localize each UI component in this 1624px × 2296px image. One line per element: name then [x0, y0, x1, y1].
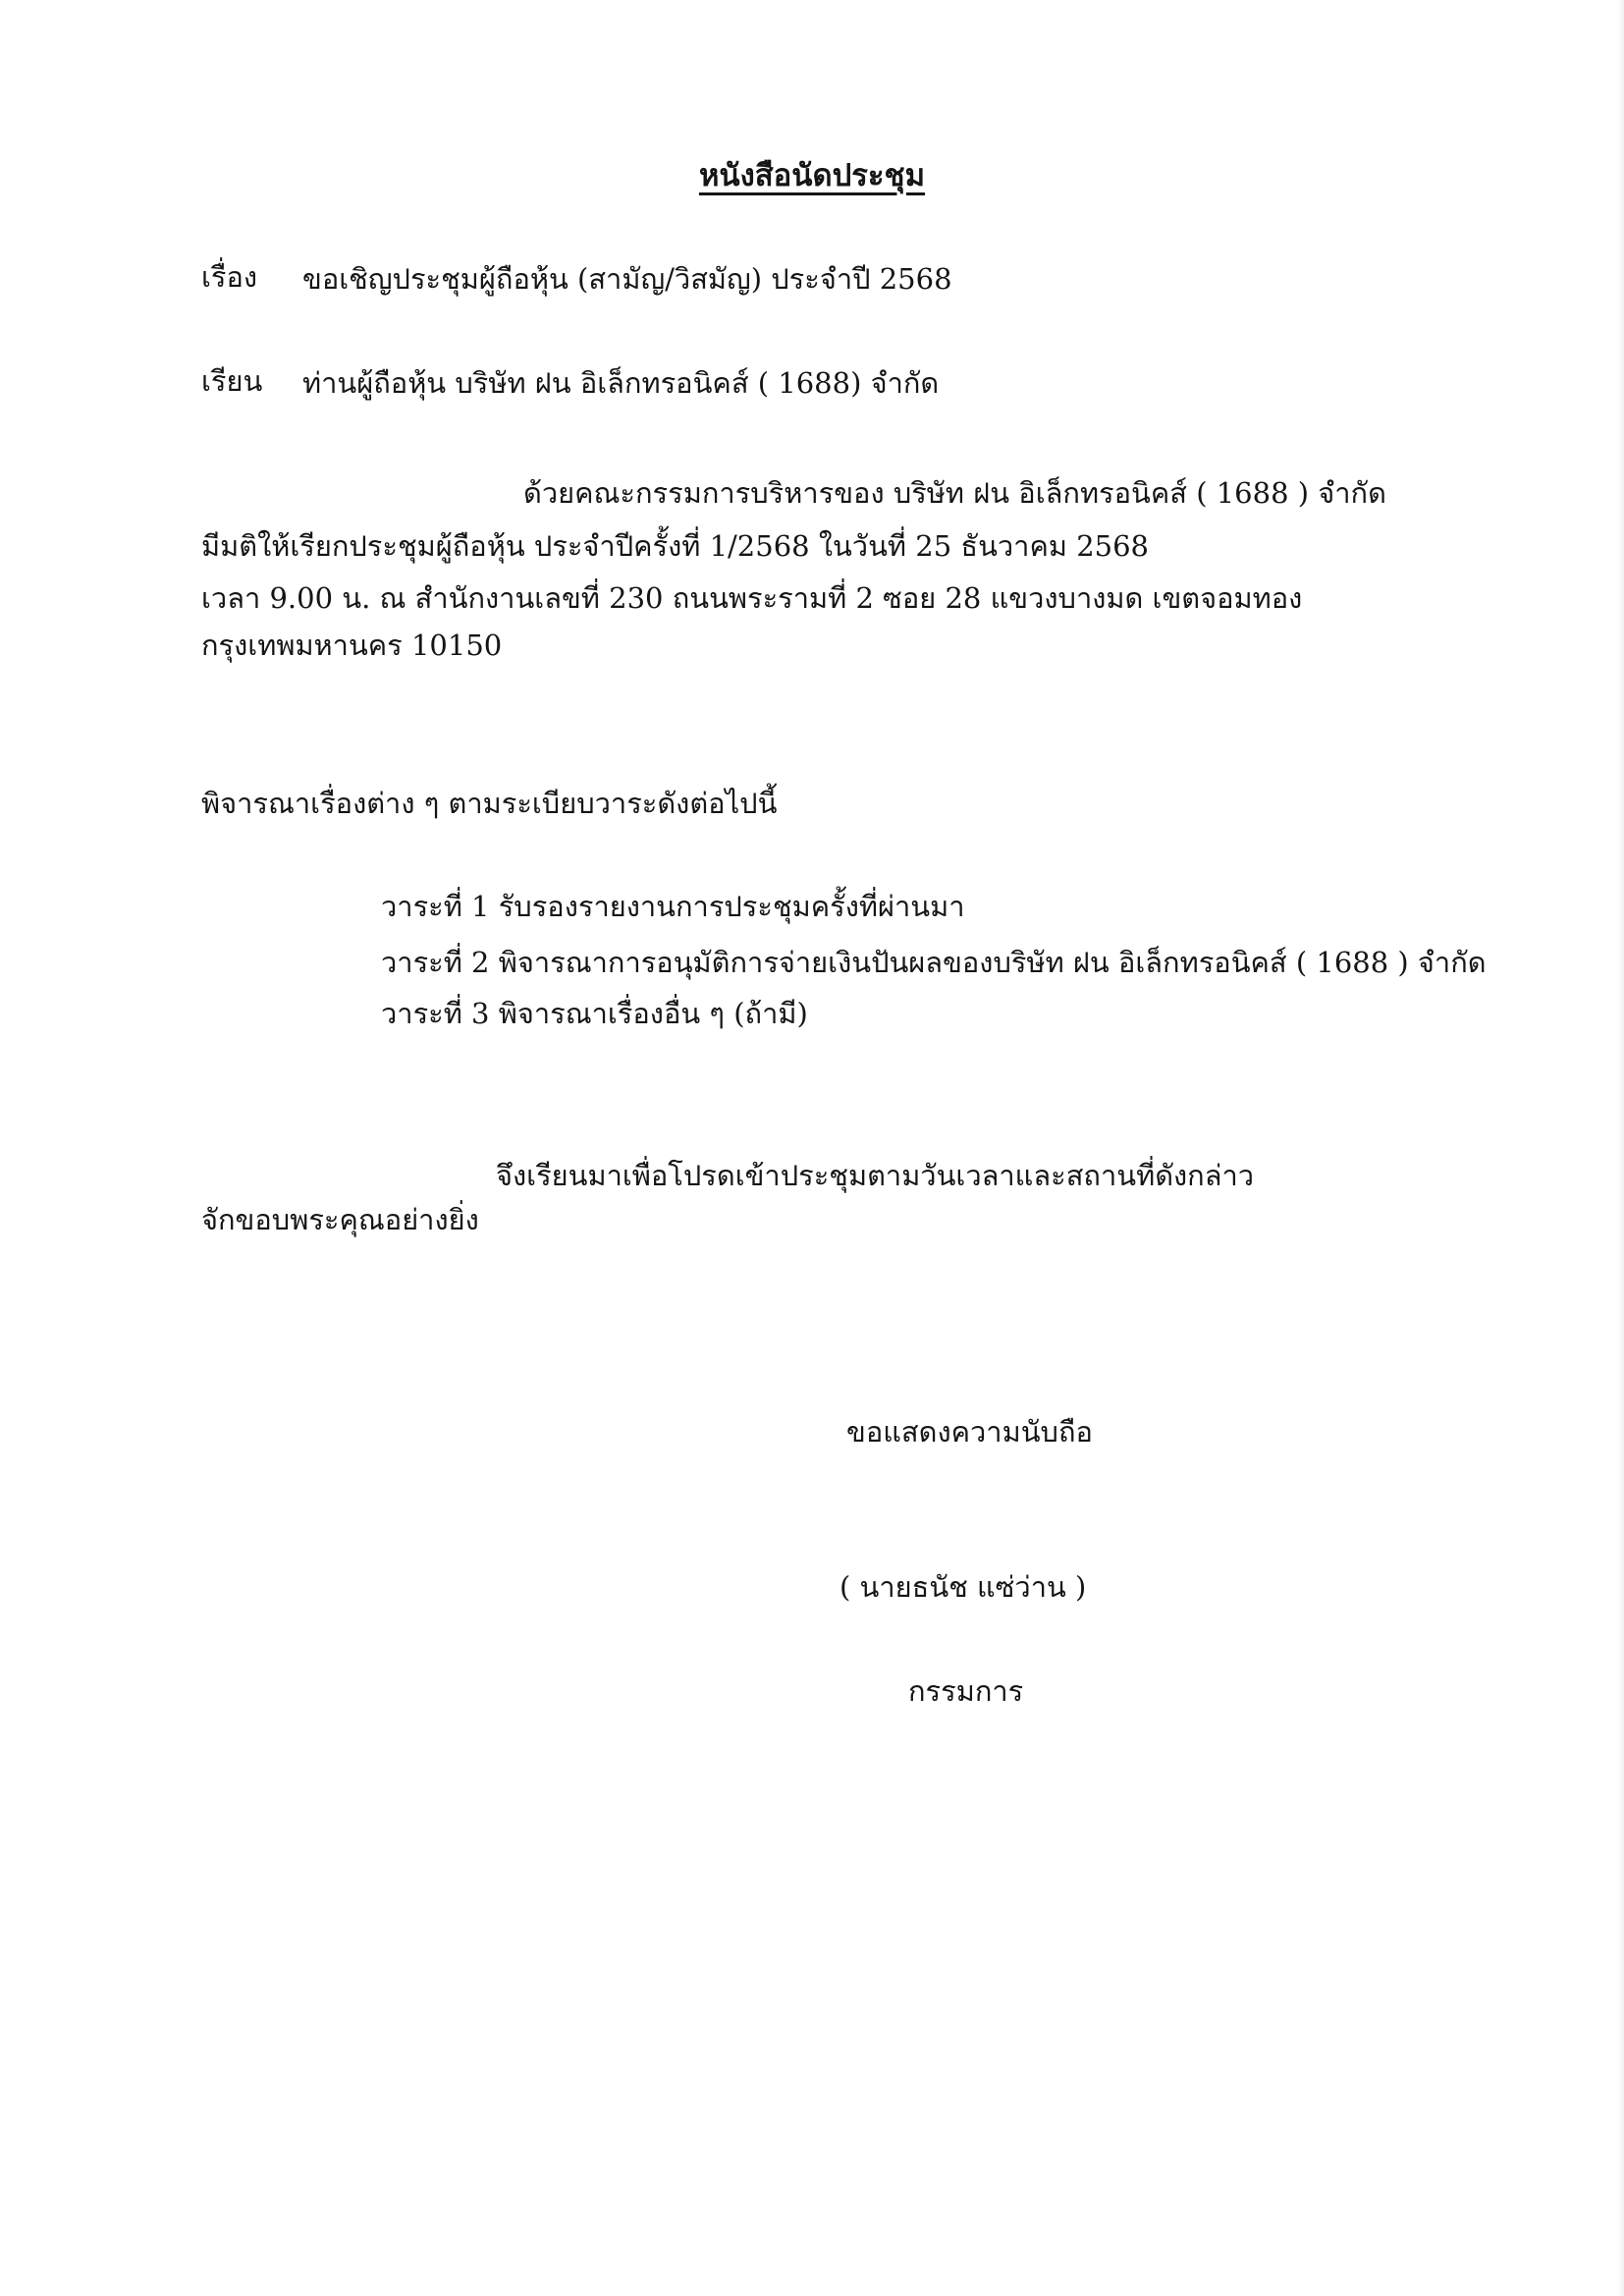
signer-name: ( นายธนัช แซ่ว่าน ) — [839, 1570, 1087, 1604]
closing-line-1: จึงเรียนมาเพื่อโปรดเข้าประชุมตามวันเวลาและสถานที่ดังกล่าว — [496, 1159, 1255, 1192]
body-line-2: มีมติให้เรียกประชุมผู้ถือหุ้น ประจำปีครั้งที่ 1/2568 ในวันที่ 25 ธันวาคม 2568 — [201, 529, 1150, 563]
body-line-4: กรุงเทพมหานคร 10150 — [201, 629, 503, 662]
agenda-intro: พิจารณาเรื่องต่าง ๆ ตามระเบียบวาระดังต่อไปนี้ — [201, 787, 778, 820]
agenda-item-1: วาระที่ 1 รับรองรายงานการประชุมครั้งที่ผ่านมา — [381, 890, 965, 923]
agenda-item-2: วาระที่ 2 พิจารณาการอนุมัติการจ่ายเงินปันผลของบริษัท ฝน อิเล็กทรอนิคส์ ( 1688 ) จำกัด — [381, 946, 1487, 979]
subject-text: ขอเชิญประชุมผู้ถือหุ้น (สามัญ/วิสมัญ) ประจำปี 2568 — [302, 262, 952, 296]
regards-text: ขอแสดงความนับถือ — [846, 1415, 1093, 1449]
body-line-3: เวลา 9.00 น. ณ สำนักงานเลขที่ 230 ถนนพระรามที่ 2 ซอย 28 แขวงบางมด เขตจอมทอง — [201, 581, 1303, 615]
document-title: หนังสือนัดประชุม — [698, 158, 926, 193]
closing-line-2: จักขอบพระคุณอย่างยิ่ง — [201, 1203, 479, 1236]
agenda-item-3: วาระที่ 3 พิจารณาเรื่องอื่น ๆ (ถ้ามี) — [381, 997, 808, 1030]
signer-position: กรรมการ — [908, 1674, 1024, 1708]
body-line-1: ด้วยคณะกรรมการบริหารของ บริษัท ฝน อิเล็กทรอนิคส์ ( 1688 ) จำกัด — [523, 476, 1386, 510]
subject-label: เรื่อง — [201, 260, 258, 294]
to-text: ท่านผู้ถือหุ้น บริษัท ฝน อิเล็กทรอนิคส์ ( 1688) จำกัด — [302, 366, 940, 400]
to-label: เรียน — [201, 364, 263, 398]
page-edge-shadow — [1618, 0, 1624, 2296]
